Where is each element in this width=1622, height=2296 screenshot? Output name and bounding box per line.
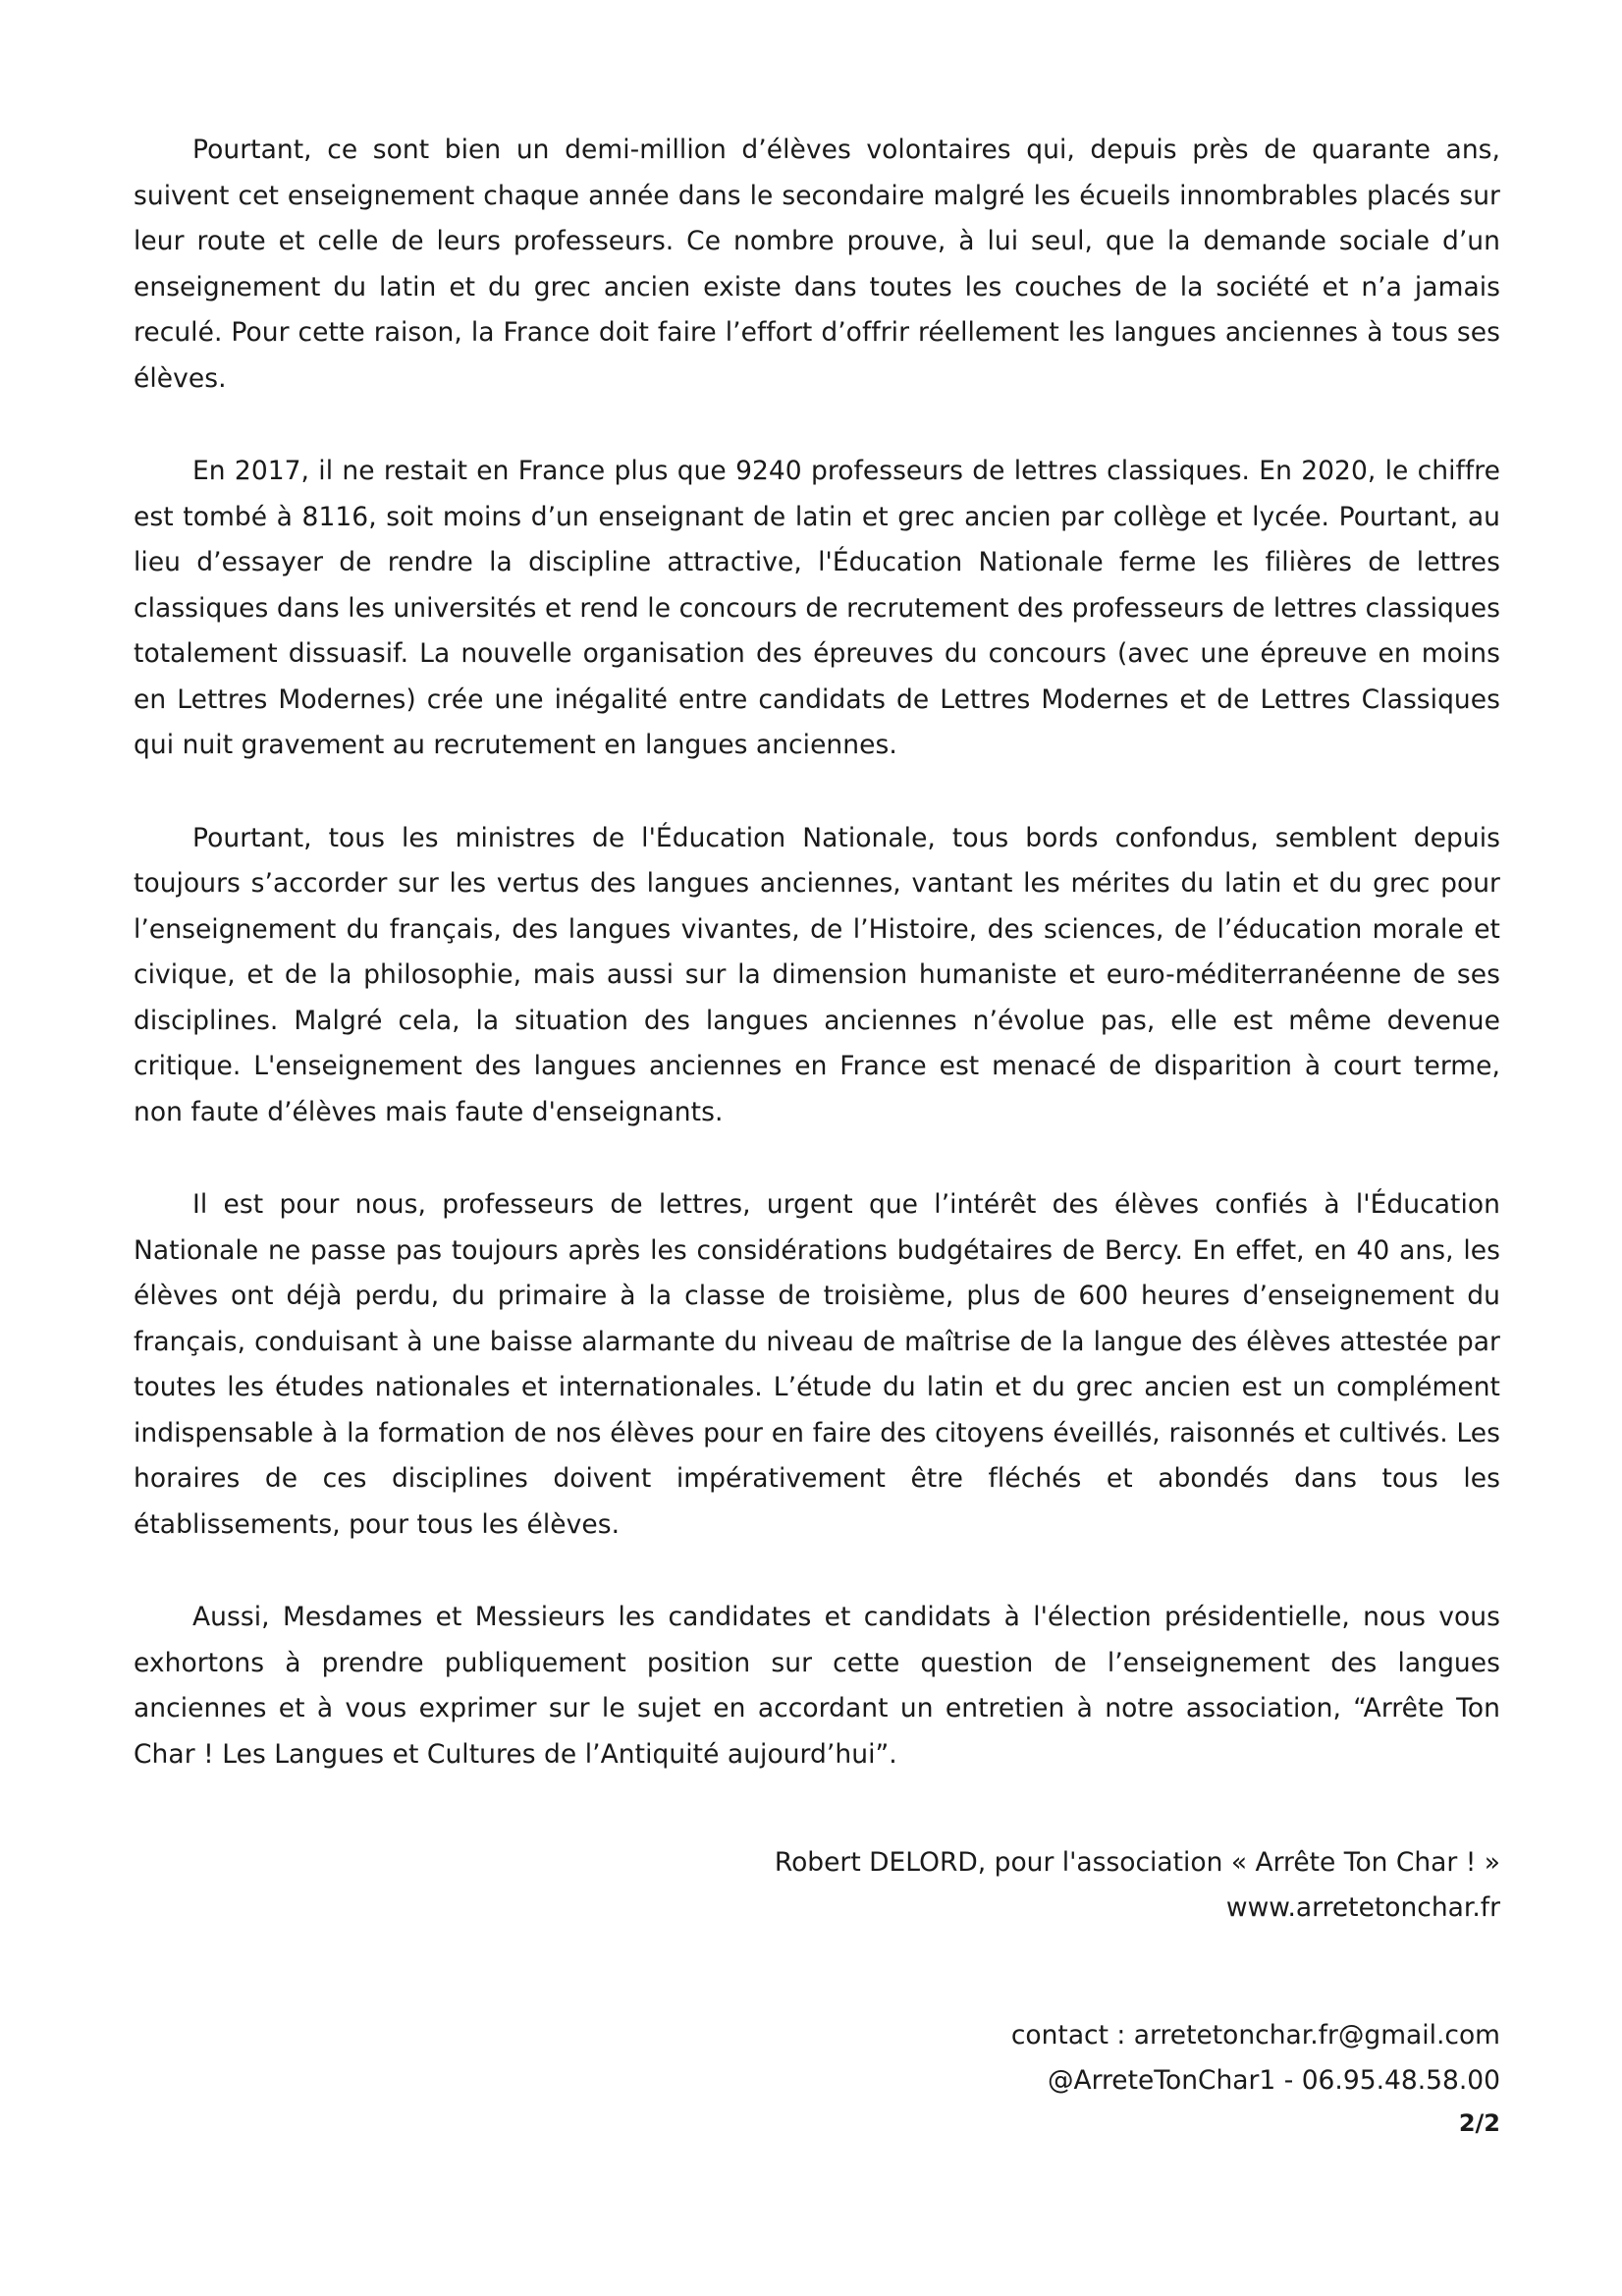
paragraph-1: Pourtant, ce sont bien un demi-million d’élèves volontaires qui, depuis près de quarante ans, suivent cet enseignement chaque année dans le secondaire malgré les écueils innombrables placés sur leur route et celle de leurs professeurs. Ce nombre prouve, à lui seul, que la demande sociale d’un enseignement du latin et du grec ancien existe dans toutes les couches de la société et n’a jamais reculé. Pour cette raison, la France doit faire l’effort d’offrir réellement les langues anciennes à tous ses élèves. — [134, 135, 1500, 394]
paragraph-3: Pourtant, tous les ministres de l'Éducation Nationale, tous bords confondus, semblent depuis toujours s’accorder sur les vertus des langues anciennes, vantant les mérites du latin et du grec pour l’enseignement du français, des langues vivantes, de l’Histoire, des sciences, de l’éducation morale et civique, et de la philosophie, mais aussi sur la dimension humaniste et euro-méditerranéenne de ses disciplines. Malgré cela, la situation des langues anciennes n’évolue pas, elle est même devenue critique. L'enseignement des langues anciennes en France est menacé de disparition à court terme, non faute d’élèves mais faute d'enseignants. — [134, 822, 1500, 1127]
signature-website-link[interactable]: www.arretetonchar.fr — [1225, 1892, 1500, 1923]
contact-email[interactable]: contact : arretetonchar.fr@gmail.com — [1010, 2020, 1500, 2050]
paragraph-2: En 2017, il ne restait en France plus que 9240 professeurs de lettres classiques. En 2020, le chiffre est tombé à 8116, soit moins d’un enseignant de latin et grec ancien par collège et lycée. Pourtant, au lieu d’essayer de rendre la discipline attractive, l'Éducation Nationale ferme les filières de lettres classiques dans les universités et rend le concours de recrutement des professeurs de lettres classiques totalement dissuasif. La nouvelle organisation des épreuves du concours (avec une épreuve en moins en Lettres Modernes) crée une inégalité entre candidats de Lettres Modernes et de Lettres Classiques qui nuit gravement au recrutement en langues anciennes. — [134, 456, 1500, 760]
contact-block — [1011, 2013, 1500, 2104]
paragraph-5: Aussi, Mesdames et Messieurs les candidates et candidats à l'élection présidentielle, nous vous exhortons à prendre publiquement position sur cette question de l’enseignement des langues anciennes et à vous exprimer sur le sujet en accordant un entretien à notre association, “Arrête Ton Char ! Les Langues et Cultures de l’Antiquité aujourd’hui”. — [134, 1602, 1500, 1770]
paragraph-4: Il est pour nous, professeurs de lettres, urgent que l’intérêt des élèves confiés à l'Éducation Nationale ne passe pas toujours après les considérations budgétaires de Bercy. En effet, en 40 ans, les élèves ont déjà perdu, du primaire à la classe de troisième, plus de 600 heures d’enseignement du français, conduisant à une baisse alarmante du niveau de maîtrise de la langue des élèves attestée par toutes les études nationales et internationales. L’étude du latin et du grec ancien est un complément indispensable à la formation de nos élèves pour en faire des citoyens éveillés, raisonnés et cultivés. Les horaires de ces disciplines doivent impérativement être fléchés et abondés dans tous les établissements, pour tous les élèves. — [134, 1189, 1500, 1540]
signature-block — [775, 1840, 1500, 1931]
contact-social-phone: @ArreteTonChar1 - 06.95.48.58.00 — [1047, 2065, 1500, 2096]
document-body — [134, 128, 1500, 1825]
page-number: 2/2 — [1458, 2109, 1500, 2137]
signature-author: Robert DELORD, pour l'association « Arrête Ton Char ! » — [774, 1847, 1500, 1878]
